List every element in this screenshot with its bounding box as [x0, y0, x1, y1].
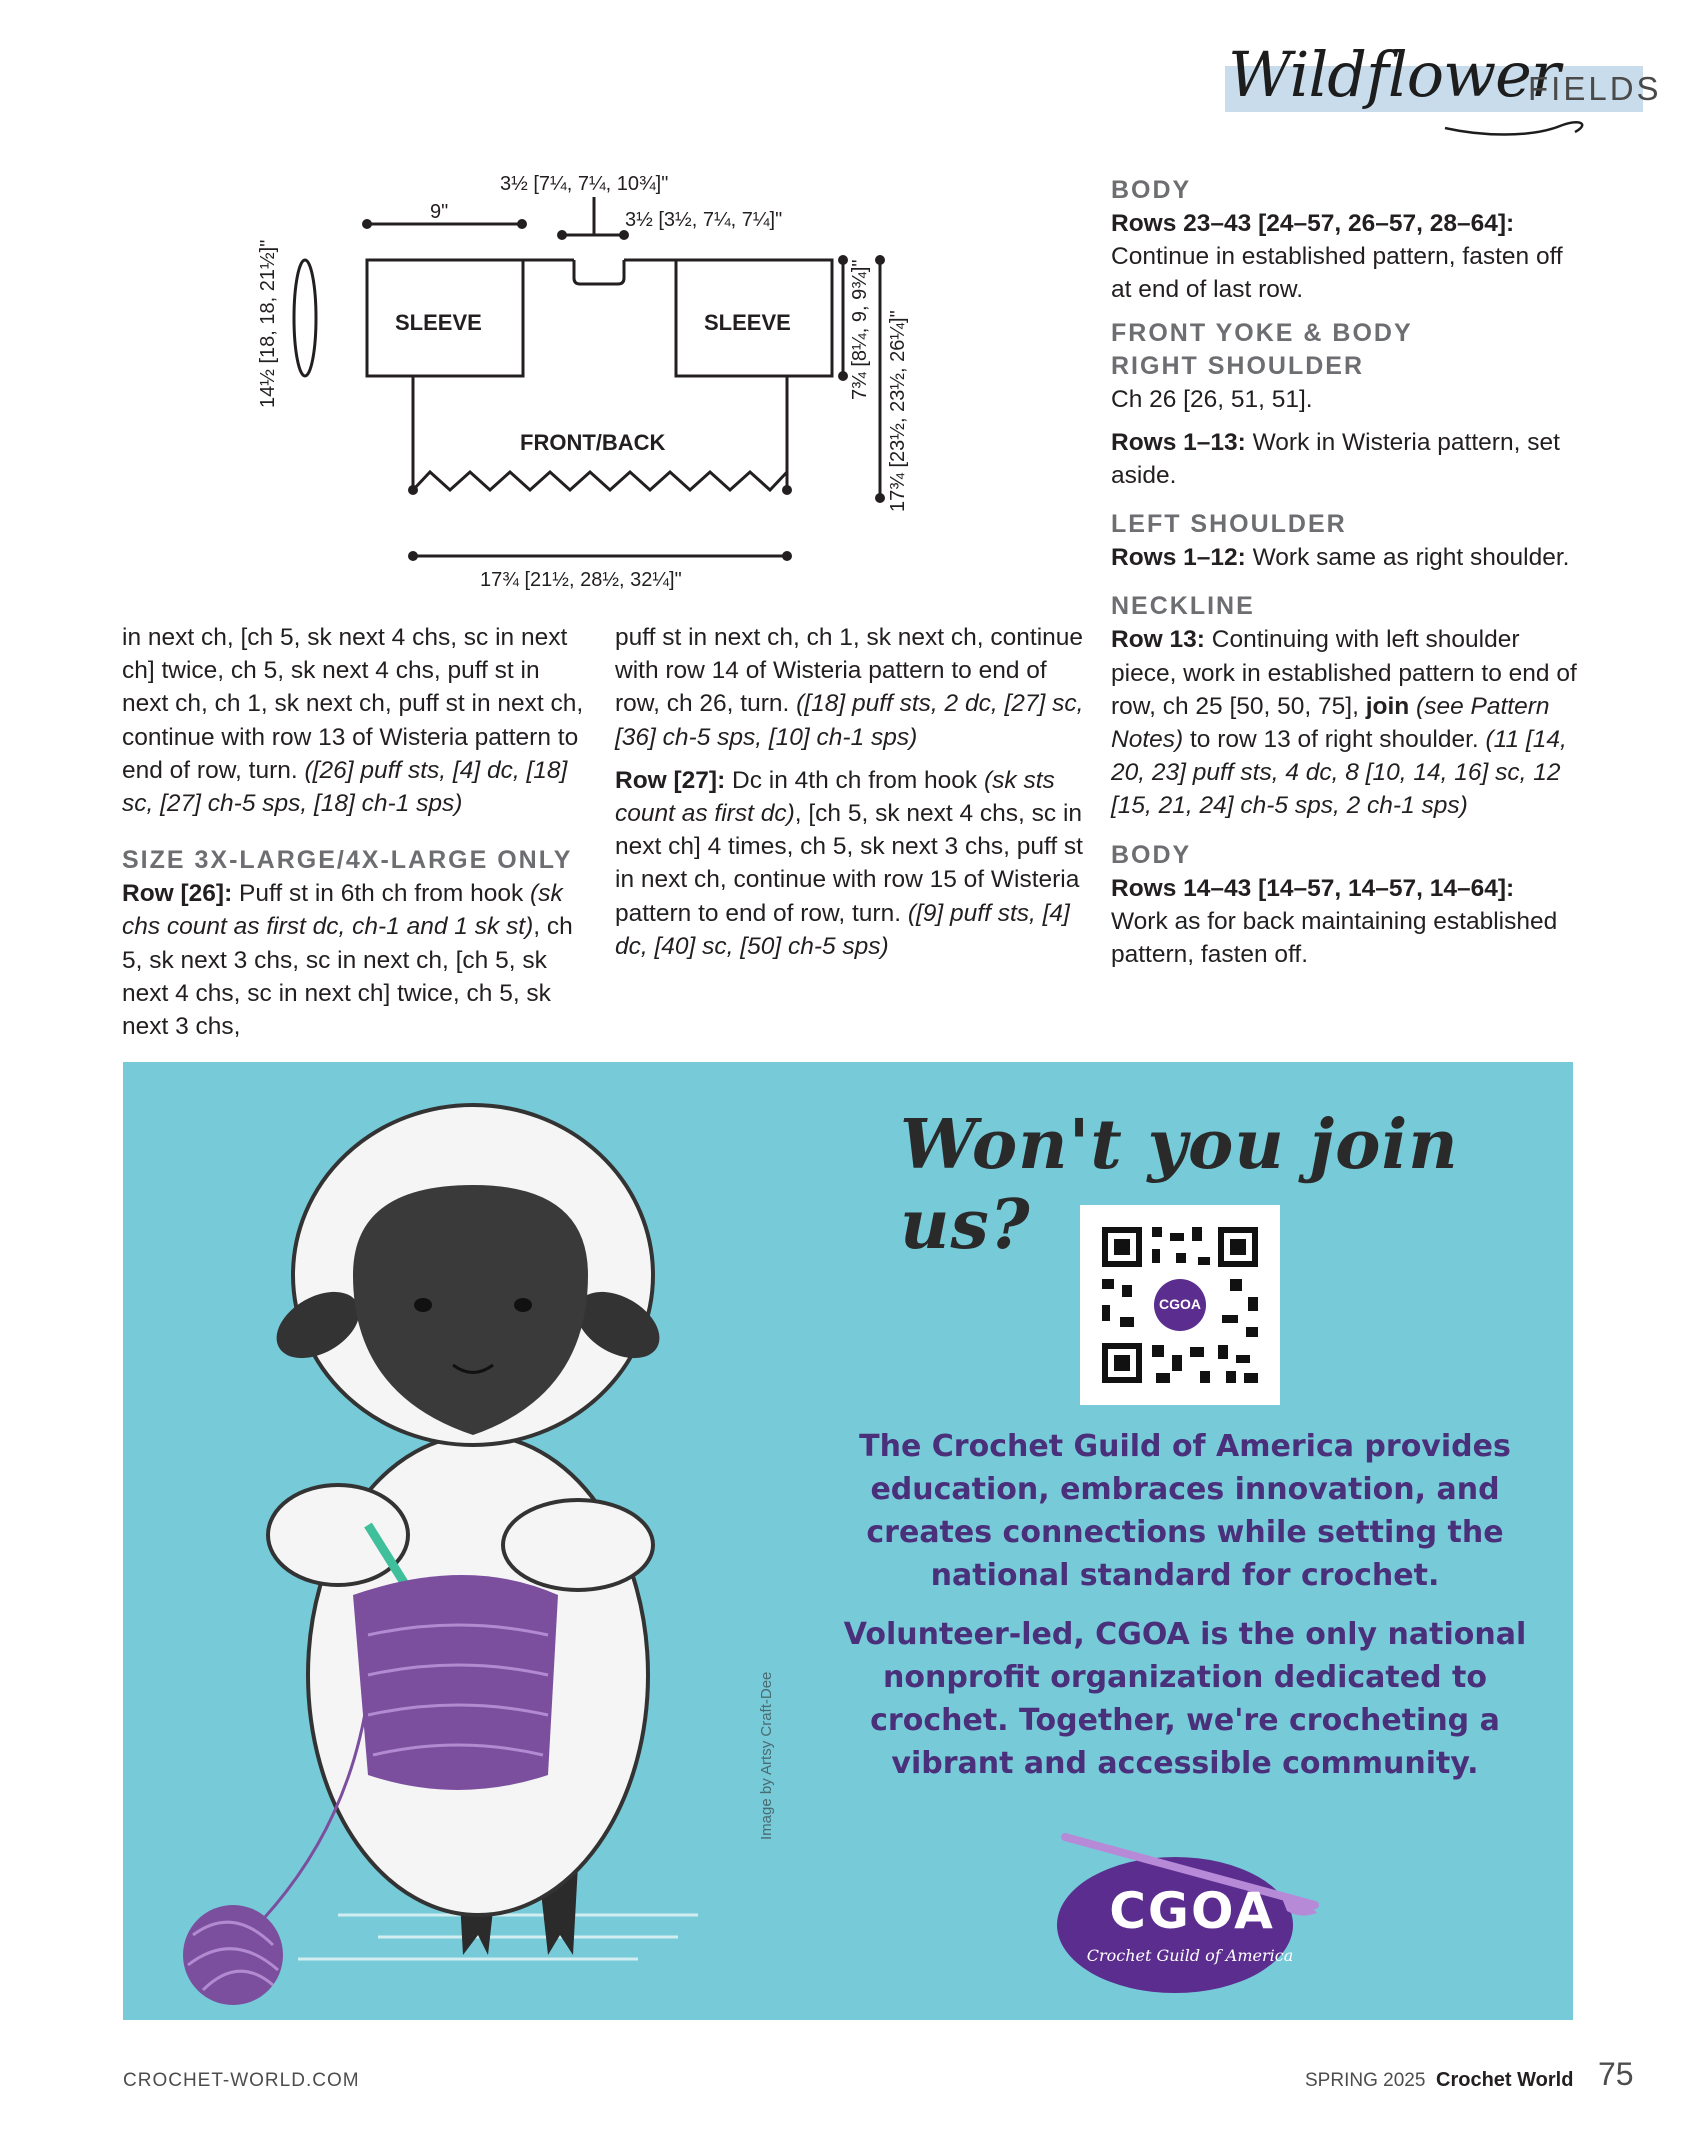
circumference-label: 14½ [18, 18, 21½]": [257, 239, 279, 408]
ad-paragraph-2: Volunteer-led, CGOA is the only national nonprofit organization dedicated to crochet. Together, we're crocheting a vibrant and accessible community.: [843, 1617, 1527, 1781]
col1-row26: Row [26]: Puff st in 6th ch from hook (sk chs count as first dc, ch-1 and 1 sk st), ch 5, sk next 3 chs, sc in next ch, [ch 5, sk next 4 chs, sc in next ch] twice, ch 5, sk next 3 chs,: [122, 880, 573, 1041]
footer-website[interactable]: CROCHET-WORLD.COM: [123, 2070, 360, 2091]
front-back-label: FRONT/BACK: [520, 430, 666, 455]
text-column-1: [122, 621, 592, 1053]
sleeve-left-label: SLEEVE: [395, 310, 482, 335]
cgoa-logo-tagline: Crochet Guild of America: [1086, 1946, 1294, 1965]
sleeve-right-label: SLEEVE: [704, 310, 791, 335]
right-shoulder-heading: RIGHT SHOULDER: [1111, 351, 1364, 380]
total-length-label: 17¾ [23½, 23½, 26¼]": [887, 310, 909, 512]
text-column-3: [1111, 174, 1581, 981]
qr-code[interactable]: [1080, 1205, 1280, 1405]
sheep-crocheting-illustration: [178, 1075, 738, 2015]
body-heading-2: BODY: [1111, 840, 1192, 869]
body2-rows-text: Work as for back maintaining established pattern, fasten off.: [1111, 907, 1558, 969]
col1-paragraph: in next ch, [ch 5, sk next 4 chs, sc in next ch] twice, ch 5, sk next 4 chs, puff st in next ch, ch 1, sk next ch, puff st in next ch, continue with row 13 of Wisteria pattern to end of row, turn. ([26] puff sts, [4] dc, [18] sc, [27] ch-5 sps, [18] ch-1 sps): [122, 624, 584, 818]
page-number: 75: [1598, 2056, 1634, 2092]
ad-body-text: [810, 1425, 1560, 1801]
garment-schematic: [257, 160, 940, 600]
body-rows-label: Rows 23–43 [24–57, 26–57, 28–64]:: [1111, 210, 1515, 237]
header-swash-decoration: [1440, 100, 1600, 140]
bottom-width-label: 17¾ [21½, 28½, 32¼]": [480, 569, 682, 591]
circumference-ellipse: [294, 260, 316, 376]
neckline-heading: NECKLINE: [1111, 592, 1255, 621]
col2-paragraph: puff st in next ch, ch 1, sk next ch, continue with row 14 of Wisteria pattern to end of row, ch 26, turn. ([18] puff sts, 2 dc, [27] sc, [36] ch-5 sps, [10] ch-1 sps): [615, 624, 1084, 751]
yoke-height-label: 7¾ [8¼, 9, 9¾]": [849, 259, 871, 400]
neck-opening-shape: [574, 260, 624, 284]
footer-issue: SPRING 2025: [1305, 2070, 1426, 2091]
right-shoulder-chain: Ch 26 [26, 51, 51].: [1111, 385, 1313, 413]
ad-paragraph-1: The Crochet Guild of America provides education, embraces innovation, and creates connections while setting the national standard for crochet.: [859, 1429, 1511, 1593]
cgoa-logo-wordmark: CGOA: [1109, 1882, 1275, 1940]
text-column-2: [615, 621, 1085, 973]
left-shoulder-heading: LEFT SHOULDER: [1111, 510, 1347, 539]
right-shoulder-rows: Rows 1–13: Work in Wisteria pattern, set aside.: [1111, 428, 1560, 490]
sleeve-width-label: 9": [430, 201, 449, 223]
ad-headline: Won't you join us?: [900, 1105, 1459, 1265]
zigzag-hem-shape: [413, 472, 787, 490]
header-title-script: Wildflower: [1228, 38, 1560, 111]
neckline-row13: Row 13: Continuing with left shoulder piece, work in established pattern to end of row, ch 25 [50, 50, 75], join (see Pattern Notes) to row 13 of right shoulder. (11 [14, 20, 23] puff sts, 4 dc, 8 [10, 14, 16] sc, 12 [15, 21, 24] ch-5 sps, 2 ch-1 sps): [1111, 626, 1577, 820]
header-title-caps: FIELDS: [1528, 70, 1662, 107]
footer-publication: Crochet World: [1436, 2069, 1574, 2091]
neck-width-label: 3½ [3½, 7¼, 7¼]": [625, 209, 783, 231]
qr-badge-text: CGOA: [1159, 1296, 1201, 1312]
top-width-label: 3½ [7¼, 7¼, 10¾]": [500, 173, 669, 195]
body2-rows-label: Rows 14–43 [14–57, 14–57, 14–64]:: [1111, 874, 1515, 902]
image-credit: Image by Artsy Craft-Dee: [758, 1671, 775, 1840]
body-heading: BODY: [1111, 176, 1192, 204]
col2-row27: Row [27]: Dc in 4th ch from hook (sk sts count as first dc), [ch 5, sk next 4 chs, sc in next ch] 4 times, ch 5, sk next 3 chs, puff st in next ch, continue with row 15 of Wisteria pattern to end of row, turn. ([9] puff sts, [4] dc, [40] sc, [50] ch-5 sps): [615, 766, 1083, 960]
front-yoke-heading: FRONT YOKE & BODY: [1111, 318, 1413, 347]
size-3x-4x-heading: SIZE 3X-LARGE/4X-LARGE ONLY: [122, 846, 573, 875]
body-rows-text: Continue in established pattern, fasten off at end of last row.: [1111, 243, 1563, 304]
left-shoulder-rows: Rows 1–12: Work same as right shoulder.: [1111, 544, 1570, 572]
